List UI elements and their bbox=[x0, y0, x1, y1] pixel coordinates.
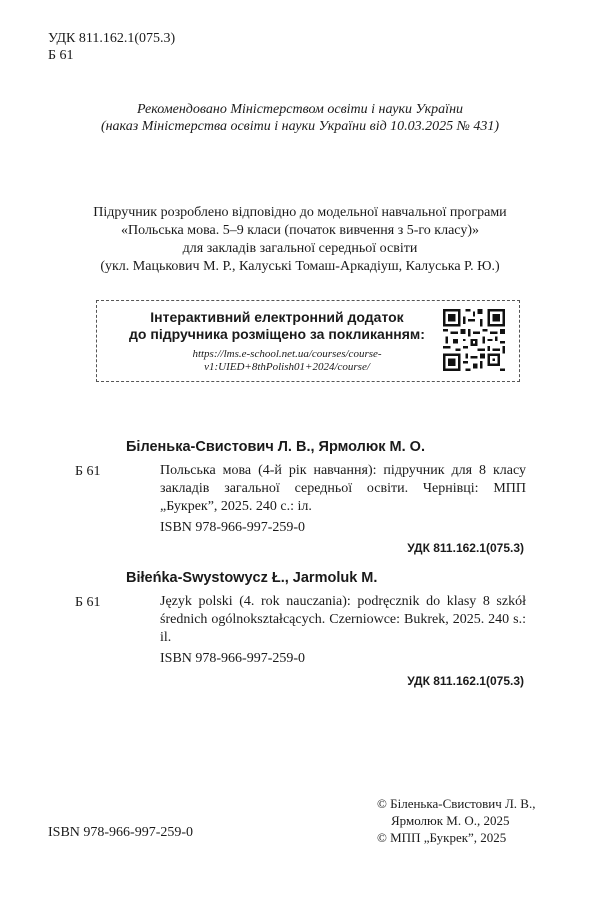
supplement-link[interactable] bbox=[157, 348, 417, 374]
supplement-url-line-2[interactable]: v1:UIED+8thPolish01+2024/course/ bbox=[204, 361, 370, 373]
recommendation-line-2: (наказ Міністерства освіти і науки України від 10.03.2025 № 431) bbox=[100, 119, 500, 134]
copyright-line-1: © Біленька-Свистович Л. В., bbox=[377, 796, 536, 811]
development-line-1: Підручник розроблено відповідно до модельної навчальної програми bbox=[93, 205, 507, 220]
record-ua-description: Польська мова (4-й рік навчання): підручник для 8 класу закладів загальної середньої освіти. Чернівці: МПП „Букрек”, 2025. 240 с.: іл. bbox=[160, 463, 526, 514]
header-classification bbox=[48, 30, 175, 64]
record-pl-code: Б 61 bbox=[75, 595, 101, 610]
record-ua-code: Б 61 bbox=[75, 464, 101, 479]
header-udk: УДК 811.162.1(075.3) bbox=[48, 31, 176, 46]
interactive-heading-line-1: Інтерактивний електронний додаток bbox=[150, 309, 404, 325]
record-ua-isbn: ISBN 978-966-997-259-0 bbox=[160, 520, 306, 535]
header-bbk: Б 61 bbox=[48, 48, 74, 63]
footer-isbn: ISBN 978-966-997-259-0 bbox=[48, 825, 194, 840]
interactive-supplement-box bbox=[96, 300, 520, 382]
record-pl-udk: УДК 811.162.1(075.3) bbox=[407, 674, 524, 688]
interactive-heading bbox=[117, 309, 437, 343]
copyright-line-3: © МПП „Букрек”, 2025 bbox=[377, 830, 507, 845]
development-line-3: для закладів загальної середньої освіти bbox=[182, 241, 418, 256]
recommendation bbox=[0, 101, 600, 135]
record-ua-udk: УДК 811.162.1(075.3) bbox=[407, 541, 524, 555]
development-note bbox=[0, 204, 600, 276]
copyright-block bbox=[377, 795, 535, 846]
recommendation-line-1: Рекомендовано Міністерством освіти і науки України bbox=[136, 102, 464, 117]
record-pl-authors: Biłeńka-Swystowycz Ł., Jarmoluk M. bbox=[126, 570, 378, 586]
record-pl-isbn: ISBN 978-966-997-259-0 bbox=[160, 651, 306, 666]
qr-code-icon[interactable] bbox=[443, 309, 505, 371]
record-pl-description: Język polski (4. rok nauczania): podręcznik do klasy 8 szkół średnich ogólnokształcących. Czerniowce: Bukrek, 2025. 240 s.: il. bbox=[160, 594, 526, 645]
record-ua-authors: Біленька-Свистович Л. В., Ярмолюк М. О. bbox=[126, 439, 425, 455]
interactive-heading-line-2: до підручника розміщено за покликанням: bbox=[129, 326, 425, 342]
development-line-2: «Польська мова. 5–9 класи (початок вивчення з 5-го класу)» bbox=[121, 223, 479, 238]
supplement-url-line-1[interactable]: https://lms.e-school.net.ua/courses/course- bbox=[192, 348, 382, 360]
copyright-line-2: Ярмолюк М. О., 2025 bbox=[391, 813, 510, 828]
development-line-4: (укл. Мацькович М. Р., Калуські Томаш-Аркадіуш, Калуська Р. Ю.) bbox=[100, 259, 500, 274]
